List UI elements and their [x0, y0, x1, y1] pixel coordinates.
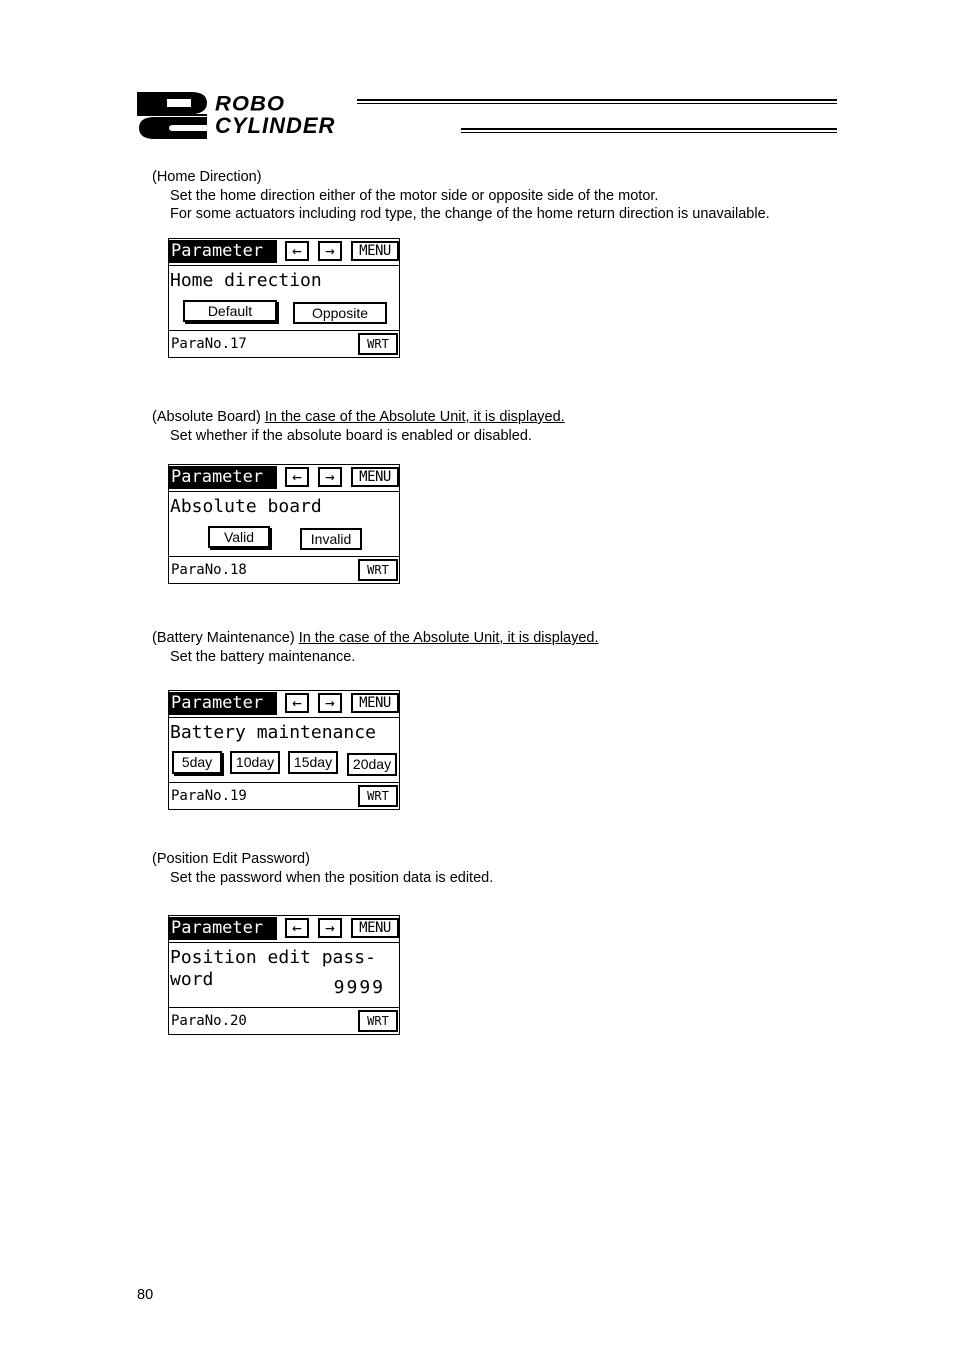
screen-title: Parameter — [169, 692, 277, 715]
parameter-label: Home direction — [170, 270, 322, 291]
screen-header — [169, 916, 399, 943]
heading-text: (Battery Maintenance) — [152, 630, 295, 646]
description-line: Set the password when the position data is edited. — [170, 870, 494, 886]
header-rule-bottom-thin — [461, 132, 837, 133]
password-value[interactable]: 9999 — [333, 977, 385, 998]
parameter-label-line1: Position edit pass- — [170, 947, 376, 968]
parameter-label-line2: word — [170, 969, 214, 990]
option-10day-button[interactable]: 10day — [230, 751, 280, 774]
parameter-screen-home-direction — [168, 238, 400, 358]
write-button[interactable]: WRT — [358, 333, 398, 355]
option-opposite-button[interactable]: Opposite — [293, 302, 387, 324]
heading-text: (Absolute Board) — [152, 409, 261, 425]
write-button[interactable]: WRT — [358, 1010, 398, 1032]
screen-body — [169, 492, 399, 557]
right-arrow-icon[interactable]: → — [318, 241, 342, 261]
header-rule-bottom — [461, 128, 837, 130]
screen-header — [169, 465, 399, 492]
description-line: Set the home direction either of the motor side or opposite side of the motor. — [170, 188, 659, 204]
screen-title: Parameter — [169, 917, 277, 940]
menu-button[interactable]: MENU — [351, 241, 399, 261]
screen-title: Parameter — [169, 240, 277, 263]
section-heading-position-edit-password: (Position Edit Password) — [152, 851, 310, 867]
parameter-number: ParaNo.17 — [171, 336, 247, 352]
section-heading-battery-maintenance — [152, 629, 599, 647]
header-rule-top — [357, 99, 837, 101]
heading-note: In the case of the Absolute Unit, it is displayed. — [298, 630, 599, 646]
screen-header — [169, 691, 399, 718]
parameter-number: ParaNo.18 — [171, 562, 247, 578]
parameter-label: Battery maintenance — [170, 722, 376, 743]
screen-body — [169, 943, 399, 1008]
screen-footer — [169, 557, 399, 583]
header-rule-top-thin — [357, 103, 837, 104]
section-heading-absolute-board — [152, 408, 565, 426]
parameter-screen-position-edit-password — [168, 915, 400, 1035]
parameter-number: ParaNo.19 — [171, 788, 247, 804]
page-number: 80 — [137, 1287, 154, 1303]
left-arrow-icon[interactable]: ← — [285, 241, 309, 261]
screen-footer — [169, 331, 399, 357]
option-5day-button[interactable]: 5day — [172, 751, 222, 774]
parameter-screen-battery-maintenance — [168, 690, 400, 810]
parameter-number: ParaNo.20 — [171, 1013, 247, 1029]
description-line: Set whether if the absolute board is enabled or disabled. — [170, 428, 532, 444]
description-line: Set the battery maintenance. — [170, 649, 356, 665]
menu-button[interactable]: MENU — [351, 467, 399, 487]
right-arrow-icon[interactable]: → — [318, 467, 342, 487]
option-invalid-button[interactable]: Invalid — [300, 528, 362, 550]
section-heading-home-direction: (Home Direction) — [152, 169, 262, 185]
option-valid-button[interactable]: Valid — [208, 526, 270, 548]
parameter-screen-absolute-board — [168, 464, 400, 584]
logo-text-robo: ROBO — [215, 91, 285, 116]
parameter-label: Absolute board — [170, 496, 322, 517]
robo-cylinder-logo — [135, 90, 840, 142]
screen-body — [169, 266, 399, 331]
left-arrow-icon[interactable]: ← — [285, 918, 309, 938]
write-button[interactable]: WRT — [358, 785, 398, 807]
rc-logo-mark-icon — [135, 90, 211, 140]
screen-title: Parameter — [169, 466, 277, 489]
menu-button[interactable]: MENU — [351, 918, 399, 938]
right-arrow-icon[interactable]: → — [318, 918, 342, 938]
menu-button[interactable]: MENU — [351, 693, 399, 713]
heading-note: In the case of the Absolute Unit, it is displayed. — [264, 409, 565, 425]
screen-body — [169, 718, 399, 783]
option-20day-button[interactable]: 20day — [347, 753, 397, 776]
right-arrow-icon[interactable]: → — [318, 693, 342, 713]
logo-text-cylinder: CYLINDER — [215, 113, 336, 138]
option-default-button[interactable]: Default — [183, 300, 277, 322]
description-line: For some actuators including rod type, the change of the home return direction is unavailable. — [170, 206, 770, 222]
left-arrow-icon[interactable]: ← — [285, 693, 309, 713]
left-arrow-icon[interactable]: ← — [285, 467, 309, 487]
screen-footer — [169, 1008, 399, 1034]
screen-header — [169, 239, 399, 266]
screen-footer — [169, 783, 399, 809]
write-button[interactable]: WRT — [358, 559, 398, 581]
option-15day-button[interactable]: 15day — [288, 751, 338, 774]
